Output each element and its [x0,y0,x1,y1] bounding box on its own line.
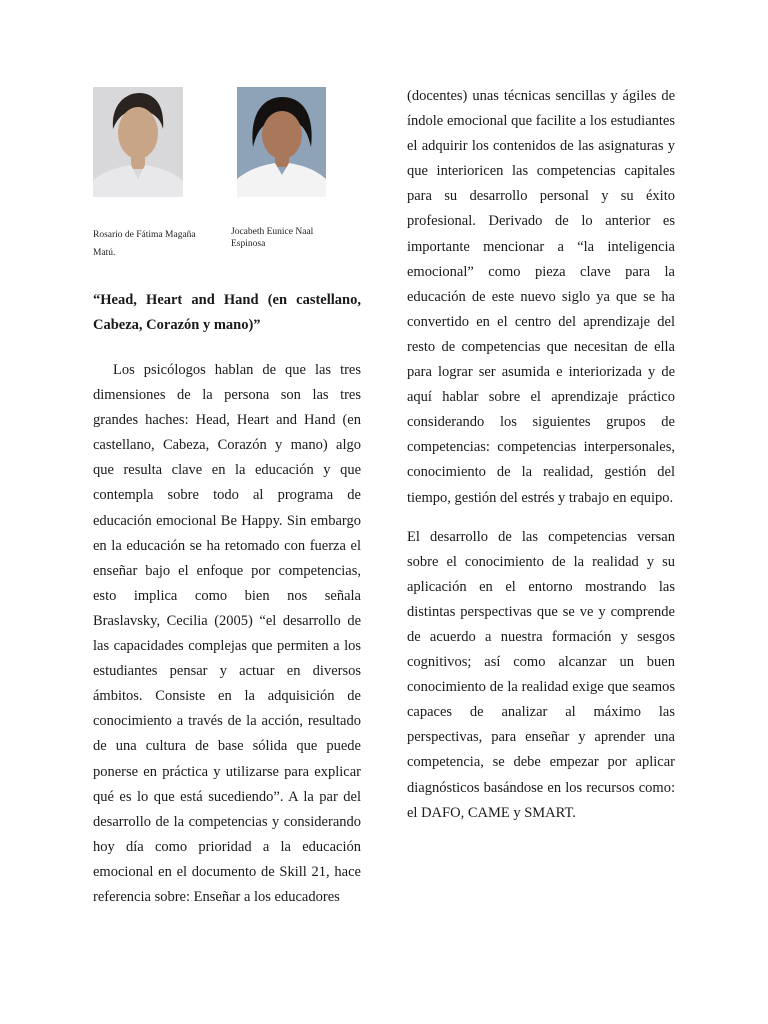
author-photo-jocabeth [237,87,326,197]
photo-face [118,107,158,159]
portrait-image [93,87,183,197]
body-paragraph: Los psicólogos hablan de que las tres dimensiones de la persona son las tres grandes haches: Head, Heart and Hand (en castellano, Cabeza, Corazón y mano) algo que resulta clave en la educación y que contempla sobre todo al programa de educación emocional Be Happy. Sin embargo en la educación se ha retomado con fuerza el enseñar bajo el enfoque por competencias, esto implica como bien nos señala Braslavsky, Cecilia (2005) “el desarrollo de las capacidades complejas que permiten a los estudiantes pensar y actuar en diversos ámbitos. Consiste en la adquisición de conocimiento a través de la acción, resultado de una cultura de base sólida que puede ponerse en práctica y utilizarse para explicar qué es lo que está sucediendo”. A la par del desarrollo de la competencias y considerando hoy día como prioridad a la educación emocional en el documento de Skill 21, hace referencia sobre: Enseñar a los educadores [93,362,361,905]
section-heading: “Head, Heart and Hand (en castellano, Cabeza, Corazón y mano)” [93,292,361,333]
left-column [93,288,361,910]
right-column [407,84,675,826]
portrait-image [237,87,326,197]
photo-neck [131,153,145,169]
photo-face [262,111,302,159]
body-paragraph: El desarrollo de las competencias versan sobre el conocimiento de la realidad y su aplicación en el entorno mostrando las distintas perspectivas que se ve y comprende de acuerdo a nuestra formación y sesgos cognitivos; así como alcanzar un buen conocimiento de la realidad exige que seamos capaces de analizar al máximo las perspectivas, para enseñar y aprender una competencia, se debe empezar por aplicar diagnósticos basándose en los recursos como: el DAFO, CAME y SMART. [407,528,675,821]
photo-neck [275,153,289,167]
author-photo-rosario [93,87,183,197]
photo-caption-rosario: Rosario de Fátima Magaña Matú. [93,230,196,258]
photo-caption-jocabeth: Jocabeth Eunice Naal Espinosa [231,227,314,249]
body-paragraph: (docentes) unas técnicas sencillas y ágiles de índole emocional que facilite a los estudiantes el adquirir los contenidos de las asignaturas y que interioricen las competencias capitales para su desarrollo personal y su éxito profesional. Derivado de lo anterior es importante mencionar a “la inteligencia emocional” como pieza clave para la educación de este nuevo siglo ya que se ha convertido en el centro del aprendizaje del resto de competencias que necesitan de ella para lograr ser asumida e interiorizada y de aquí hablar sobre el aprendizaje práctico considerando los siguientes grupos de competencias: competencias interpersonales, conocimiento de la realidad, gestión del tiempo, gestión del estrés y trabajo en equipo. [407,88,675,506]
